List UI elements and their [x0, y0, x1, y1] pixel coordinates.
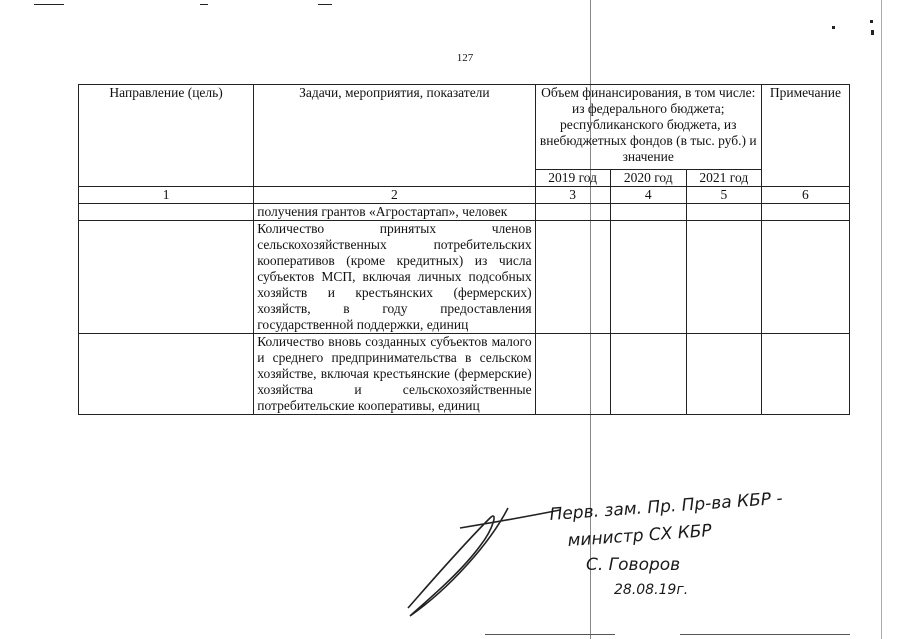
row-task: получения грантов «Агростартап», человек [254, 204, 535, 221]
row-2020 [610, 334, 686, 415]
row-2019 [535, 204, 610, 221]
header-year-2020: 2020 год [610, 170, 686, 187]
row-note [761, 334, 849, 415]
row-note [761, 204, 849, 221]
signature-block [390, 488, 860, 633]
row-2020 [610, 221, 686, 334]
scan-mark [200, 4, 208, 5]
column-number: 5 [686, 187, 761, 204]
scan-bottom-mark [485, 634, 615, 635]
column-number: 3 [535, 187, 610, 204]
handwritten-line-4: 28.08.19г. [614, 582, 689, 598]
row-2021 [686, 221, 761, 334]
header-tasks: Задачи, мероприятия, показатели [254, 85, 535, 187]
scan-bottom-mark [680, 634, 850, 635]
header-note: Примечание [761, 85, 849, 187]
table-row [79, 334, 850, 415]
column-number: 2 [254, 187, 535, 204]
handwritten-line-3: С. Говоров [586, 555, 681, 575]
row-direction [79, 221, 254, 334]
row-note [761, 221, 849, 334]
table-row [79, 221, 850, 334]
header-direction: Направление (цель) [79, 85, 254, 187]
column-numbers-row [79, 187, 850, 204]
scan-mark [318, 4, 332, 5]
column-number: 4 [610, 187, 686, 204]
handwritten-line-2: министр СХ КБР [566, 520, 713, 551]
row-task: Количество вновь созданных субъектов малого и среднего предпринимательства в сельском хозяйстве, включая крестьянские (фермерские) хозяйства и сельскохозяйственные потребительские кооперативы, единиц [254, 334, 535, 415]
handwritten-signature [408, 508, 560, 616]
scan-mark [34, 4, 64, 5]
row-2020 [610, 204, 686, 221]
row-direction [79, 204, 254, 221]
scan-mark [832, 26, 835, 29]
handwritten-line-1: Перв. зам. Пр. Пр-ва КБР - [548, 488, 784, 525]
row-direction [79, 334, 254, 415]
row-2019 [535, 334, 610, 415]
row-task: Количество принятых членов сельскохозяйственных потребительских кооперативов (кроме кредитных) из числа субъектов МСП, включая личных подсобных хозяйств и крестьянских (фермерских) хозяйств, в году предоставления государственной поддержки, единиц [254, 221, 535, 334]
row-2021 [686, 334, 761, 415]
page-number: 127 [456, 52, 474, 64]
scan-mark [871, 30, 874, 35]
scan-mark [870, 20, 873, 23]
header-row [79, 85, 850, 170]
scan-edge-line [881, 0, 882, 639]
column-number: 6 [761, 187, 849, 204]
header-financing: Объем финансирования, в том числе: из федерального бюджета; республиканского бюджета, из внебюджетных фондов (в тыс. руб.) и значение [535, 85, 761, 170]
header-year-2019: 2019 год [535, 170, 610, 187]
financing-table [78, 84, 850, 415]
column-number: 1 [79, 187, 254, 204]
row-2021 [686, 204, 761, 221]
header-year-2021: 2021 год [686, 170, 761, 187]
table-row [79, 204, 850, 221]
row-2019 [535, 221, 610, 334]
